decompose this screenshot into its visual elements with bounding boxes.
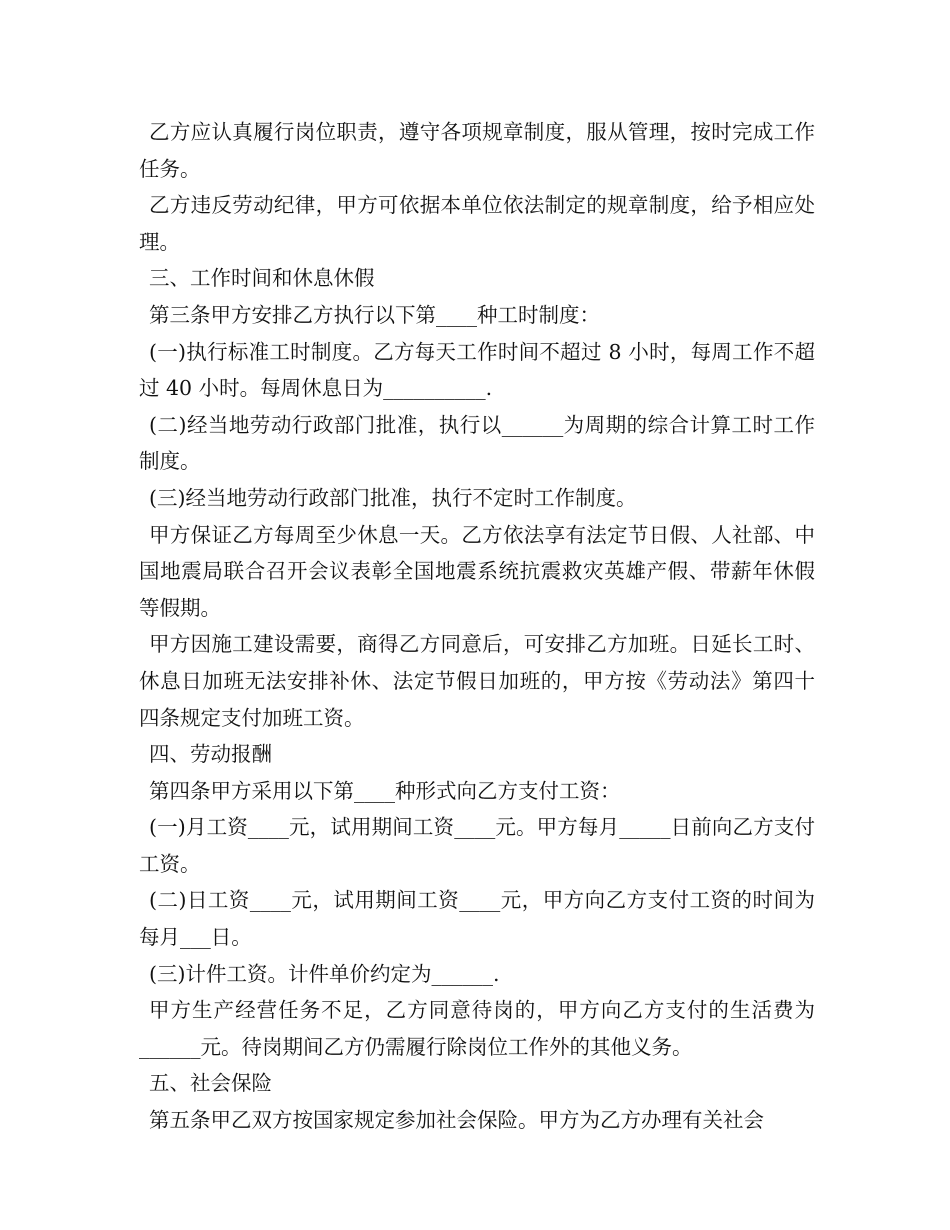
article-4: 第四条甲方采用以下第____种形式向乙方支付工资： [149,778,621,803]
paragraph-duties: 乙方应认真履行岗位职责，遵守各项规章制度，服从管理，按时完成工作任务。 [139,120,815,181]
article-4-option-3: (三)计件工资。计件单价约定为______. [149,961,500,986]
section-heading-social-insurance: 五、社会保险 [149,1071,272,1096]
article-3-option-1: (一)执行标准工时制度。乙方每天工作时间不超过 8 小时，每周工作不超过 40 小时。每周休息日为__________. [139,339,815,401]
paragraph-overtime: 甲方因施工建设需要，商得乙方同意后，可安排乙方加班。日延长工时、休息日加班无法安排补休、法定节假日加班的，甲方按《劳动法》第四十四条规定支付加班工资。 [139,632,815,730]
article-4-option-1: (一)月工资____元，试用期间工资____元。甲方每月_____日前向乙方支付工资。 [139,815,815,876]
document-body [139,114,815,1139]
paragraph-standby: 甲方生产经营任务不足，乙方同意待岗的，甲方向乙方支付的生活费为______元。待岗期间乙方仍需履行除岗位工作外的其他义务。 [139,998,815,1059]
paragraph-rest-days: 甲方保证乙方每周至少休息一天。乙方依法享有法定节日假、人社部、中国地震局联合召开会议表彰全国地震系统抗震救灾英雄产假、带薪年休假等假期。 [139,522,815,620]
article-3: 第三条甲方安排乙方执行以下第____种工时制度： [149,302,600,327]
article-3-option-3: (三)经当地劳动行政部门批准，执行不定时工作制度。 [149,485,637,510]
article-5: 第五条甲乙双方按国家规定参加社会保险。甲方为乙方办理有关社会 [149,1108,764,1133]
article-4-option-2: (二)日工资____元，试用期间工资____元，甲方向乙方支付工资的时间为每月___日。 [139,888,815,950]
article-3-option-2: (二)经当地劳动行政部门批准，执行以______为周期的综合计算工时工作制度。 [139,412,815,474]
section-heading-work-hours: 三、工作时间和休息休假 [149,266,375,291]
paragraph-discipline: 乙方违反劳动纪律，甲方可依据本单位依法制定的规章制度，给予相应处理。 [139,193,815,254]
section-heading-remuneration: 四、劳动报酬 [149,742,272,767]
